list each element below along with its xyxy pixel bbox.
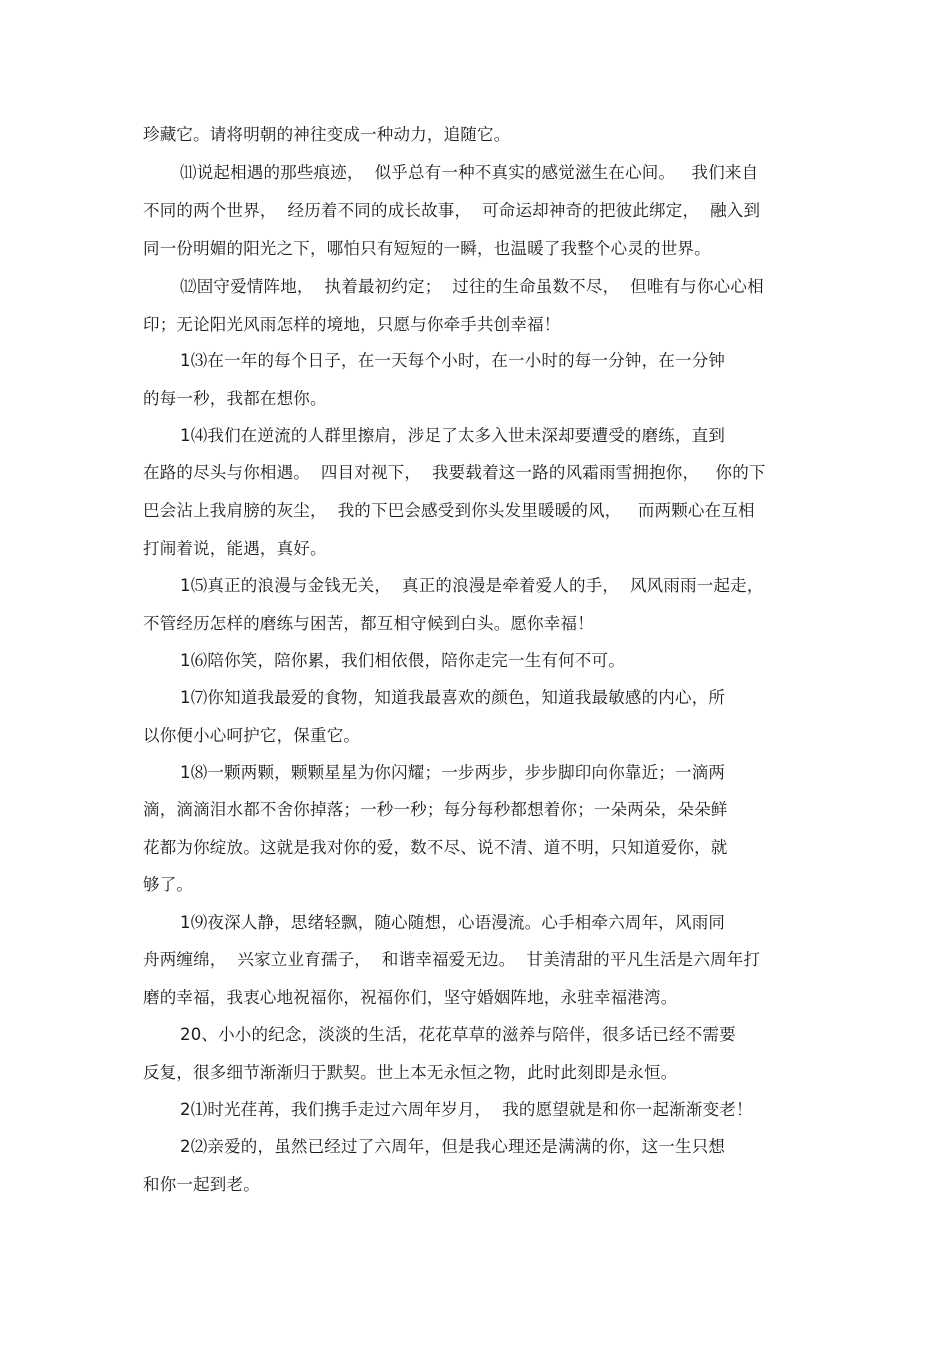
text-line: 不同的两个世界， 经历着不同的成长故事， 可命运却神奇的把彼此绑定， 融入到 (143, 201, 761, 220)
text-line: 反复，很多细节渐渐归于默契。世上本无永恒之物，此时此刻即是永恒。 (143, 1063, 678, 1082)
text-line: 磨的幸福，我衷心地祝福你，祝福你们，坚守婚姻阵地，永驻幸福港湾。 (143, 988, 678, 1007)
text-line: 同一份明媚的阳光之下，哪怕只有短短的一瞬，也温暖了我整个心灵的世界。 (143, 239, 711, 258)
text-line: 和你一起到老。 (143, 1175, 260, 1194)
text-line: 够了。 (143, 875, 194, 894)
text-line: 2⑴时光荏苒，我们携手走过六周年岁月， 我的愿望就是和你一起渐渐变老！ (180, 1100, 753, 1119)
text-line: 不管经历怎样的磨练与困苦，都互相守候到白头。愿你幸福！ (143, 614, 594, 633)
text-line: 1⑼夜深人静，思绪轻飘，随心随想，心语漫流。心手相牵六周年，风雨同 (180, 913, 726, 932)
text-line: 1⑹陪你笑，陪你累，我们相依偎，陪你走完一生有何不可。 (180, 651, 625, 670)
text-line: 1⑻一颗两颗，颗颗星星为你闪耀；一步两步，步步脚印向你靠近；一滴两 (180, 763, 726, 782)
text-line: 1⑺你知道我最爱的食物，知道我最喜欢的颜色，知道我最敏感的内心，所 (180, 688, 726, 707)
text-line: 以你便小心呵护它，保重它。 (143, 726, 361, 745)
text-line: 打闹着说，能遇，真好。 (143, 539, 327, 558)
text-line: 印；无论阳光风雨怎样的境地，只愿与你牵手共创幸福！ (143, 315, 561, 334)
text-line: 舟两缠绵， 兴家立业育孺子， 和谐幸福爱无边。 甘美清甜的平凡生活是六周年打 (143, 950, 761, 969)
text-line: 珍藏它。请将明朝的神往变成一种动力，追随它。 (143, 125, 511, 144)
text-line: 滴，滴滴泪水都不舍你掉落；一秒一秒；每分每秒都想着你；一朵两朵，朵朵鲜 (143, 800, 728, 819)
text-line: ⑿固守爱情阵地， 执着最初约定； 过往的生命虽数不尽， 但唯有与你心心相 (180, 277, 764, 296)
text-line: 花都为你绽放。这就是我对你的爱，数不尽、说不清、道不明，只知道爱你，就 (143, 838, 728, 857)
text-line: 1⑸真正的浪漫与金钱无关， 真正的浪漫是牵着爱人的手， 风风雨雨一起走， (180, 576, 764, 595)
text-line: 在路的尽头与你相遇。 四目对视下， 我要载着这一路的风霜雨雪拥抱你， 你的下 (143, 463, 766, 482)
text-line: 1⑶在一年的每个日子，在一天每个小时，在一小时的每一分钟，在一分钟 (180, 351, 726, 370)
text-line: 2⑵亲爱的，虽然已经过了六周年，但是我心理还是满满的你，这一生只想 (180, 1137, 726, 1156)
text-line: 1⑷我们在逆流的人群里擦肩，涉足了太多入世未深却要遭受的磨练，直到 (180, 426, 726, 445)
text-line: 的每一秒，我都在想你。 (143, 389, 327, 408)
text-line: ⑾说起相遇的那些痕迹， 似乎总有一种不真实的感觉滋生在心间。 我们来自 (180, 163, 759, 182)
text-line: 20、小小的纪念，淡淡的生活，花花草草的滋养与陪伴，很多话已经不需要 (180, 1025, 736, 1044)
text-line: 巴会沾上我肩膀的灰尘， 我的下巴会感受到你头发里暖暖的风， 而两颗心在互相 (143, 501, 755, 520)
